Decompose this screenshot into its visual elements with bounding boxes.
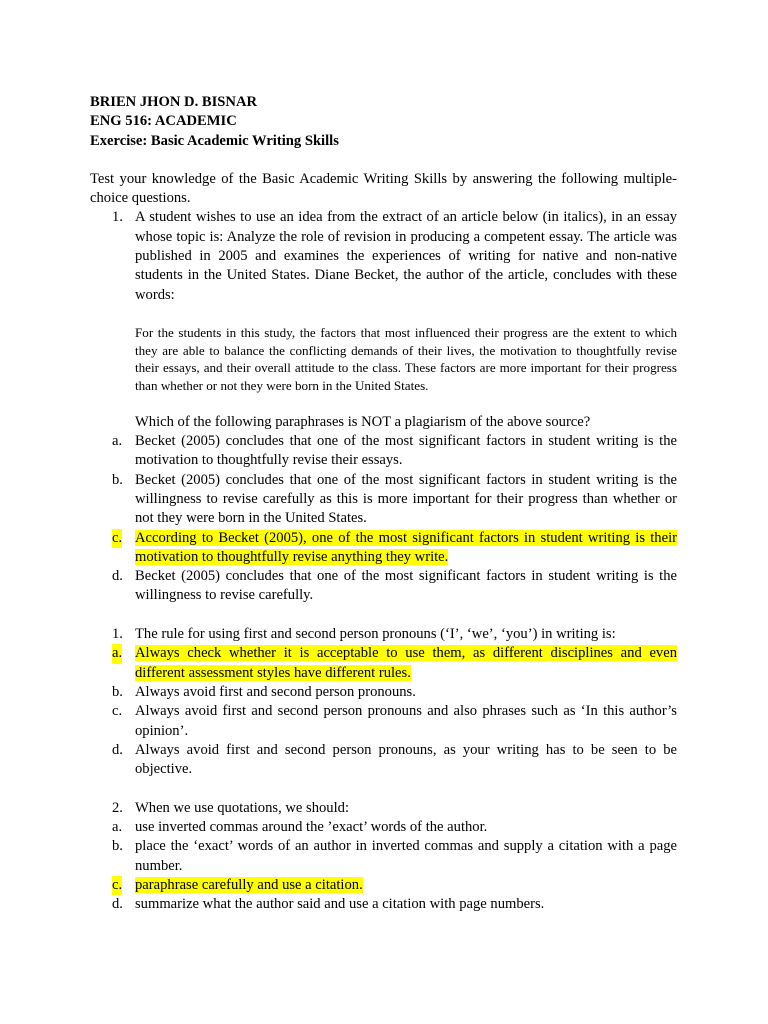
answer-option-c-highlighted xyxy=(90,876,677,895)
option-letter: a. xyxy=(112,433,123,450)
option-letter: b. xyxy=(112,683,123,700)
option-text-highlighted: According to Becket (2005), one of the most significant factors in student writing is their motivation to thoughtfully revise anything they write. xyxy=(135,529,677,565)
option-letter: c. xyxy=(112,876,122,895)
option-letter: b. xyxy=(112,471,123,488)
option-text: Becket (2005) concludes that one of the most significant factors in student writing is the motivation to thoughtfully revise their essays. xyxy=(135,433,677,469)
answer-option-d xyxy=(90,741,677,780)
question-number: 1. xyxy=(112,626,123,643)
option-text: Becket (2005) concludes that one of the most significant factors in student writing is the willingness to revise carefully. xyxy=(135,568,677,604)
option-letter: b. xyxy=(112,838,123,855)
exercise-title: Exercise: Basic Academic Writing Skills xyxy=(90,132,339,149)
course-code: ENG 516: ACADEMIC xyxy=(90,113,237,130)
option-text: Always avoid first and second person pronouns, as your writing has to be seen to be objective. xyxy=(135,741,677,778)
option-text: summarize what the author said and use a citation with page numbers. xyxy=(135,896,545,913)
article-extract-quote: For the students in this study, the factors that most influenced their progress are the extent to which they are able to balance the conflicting demands of their lives, the motivation to thoughtfully revise their essays, and their overall attitude to the class. These factors are more important for their progress than whether or not they were born in the United States. xyxy=(135,324,677,394)
option-letter: d. xyxy=(112,896,123,913)
option-letter: c. xyxy=(112,529,122,548)
answer-option-c-highlighted xyxy=(90,529,677,568)
question-prompt: The rule for using first and second person pronouns (‘I’, ‘we’, ‘you’) in writing is: xyxy=(135,626,616,643)
question-prompt: A student wishes to use an idea from the extract of an article below (in italics), in an essay whose topic is: Analyze the role of revision in producing a competent essay. The article was published in 2005 and examines the experiences of writing for native and non-native students in the United States. Diane Becket, the author of the article, concludes with these words: xyxy=(135,209,677,303)
option-letter: a. xyxy=(112,644,122,663)
answer-option-b xyxy=(90,683,677,702)
document-body xyxy=(90,93,677,915)
answer-option-a xyxy=(90,818,677,837)
option-text: Always avoid first and second person pronouns and also phrases such as ‘In this author’s opinion’. xyxy=(135,703,677,739)
option-text: place the ‘exact’ words of an author in inverted commas and supply a citation with a page number. xyxy=(135,838,677,874)
answer-option-d xyxy=(90,567,677,606)
spacer xyxy=(90,779,677,798)
option-text-highlighted: paraphrase carefully and use a citation. xyxy=(135,876,363,893)
option-letter: d. xyxy=(112,741,123,758)
answer-option-a xyxy=(90,432,677,471)
question-followup: Which of the following paraphrases is NOT a plagiarism of the above source? xyxy=(135,413,591,430)
option-letter: c. xyxy=(112,703,123,720)
option-letter: a. xyxy=(112,819,123,836)
option-text: Becket (2005) concludes that one of the most significant factors in student writing is the willingness to revise carefully as this is more important for their progress than whether or not they were born in the United States. xyxy=(135,471,677,527)
option-text: use inverted commas around the ’exact’ words of the author. xyxy=(135,819,488,836)
answer-option-a-highlighted xyxy=(90,644,677,683)
option-text: Always avoid first and second person pronouns. xyxy=(135,683,416,700)
question-3 xyxy=(90,799,677,818)
option-letter: d. xyxy=(112,568,123,585)
author-name: BRIEN JHON D. BISNAR xyxy=(90,94,258,110)
question-number: 1. xyxy=(112,209,123,226)
option-text-highlighted: Always check whether it is acceptable to use them, as different disciplines and even different assessment styles have different rules. xyxy=(135,645,677,681)
question-2 xyxy=(90,625,677,644)
spacer xyxy=(90,606,677,625)
answer-option-b xyxy=(90,471,677,529)
question-1 xyxy=(90,208,677,304)
question-number: 2. xyxy=(112,799,123,816)
answer-option-b xyxy=(90,837,677,876)
question-prompt: When we use quotations, we should: xyxy=(135,799,350,816)
answer-option-d xyxy=(90,895,677,914)
instructions-paragraph: Test your knowledge of the Basic Academic Writing Skills by answering the following multiple-choice questions. xyxy=(90,170,677,207)
answer-option-c xyxy=(90,702,677,741)
